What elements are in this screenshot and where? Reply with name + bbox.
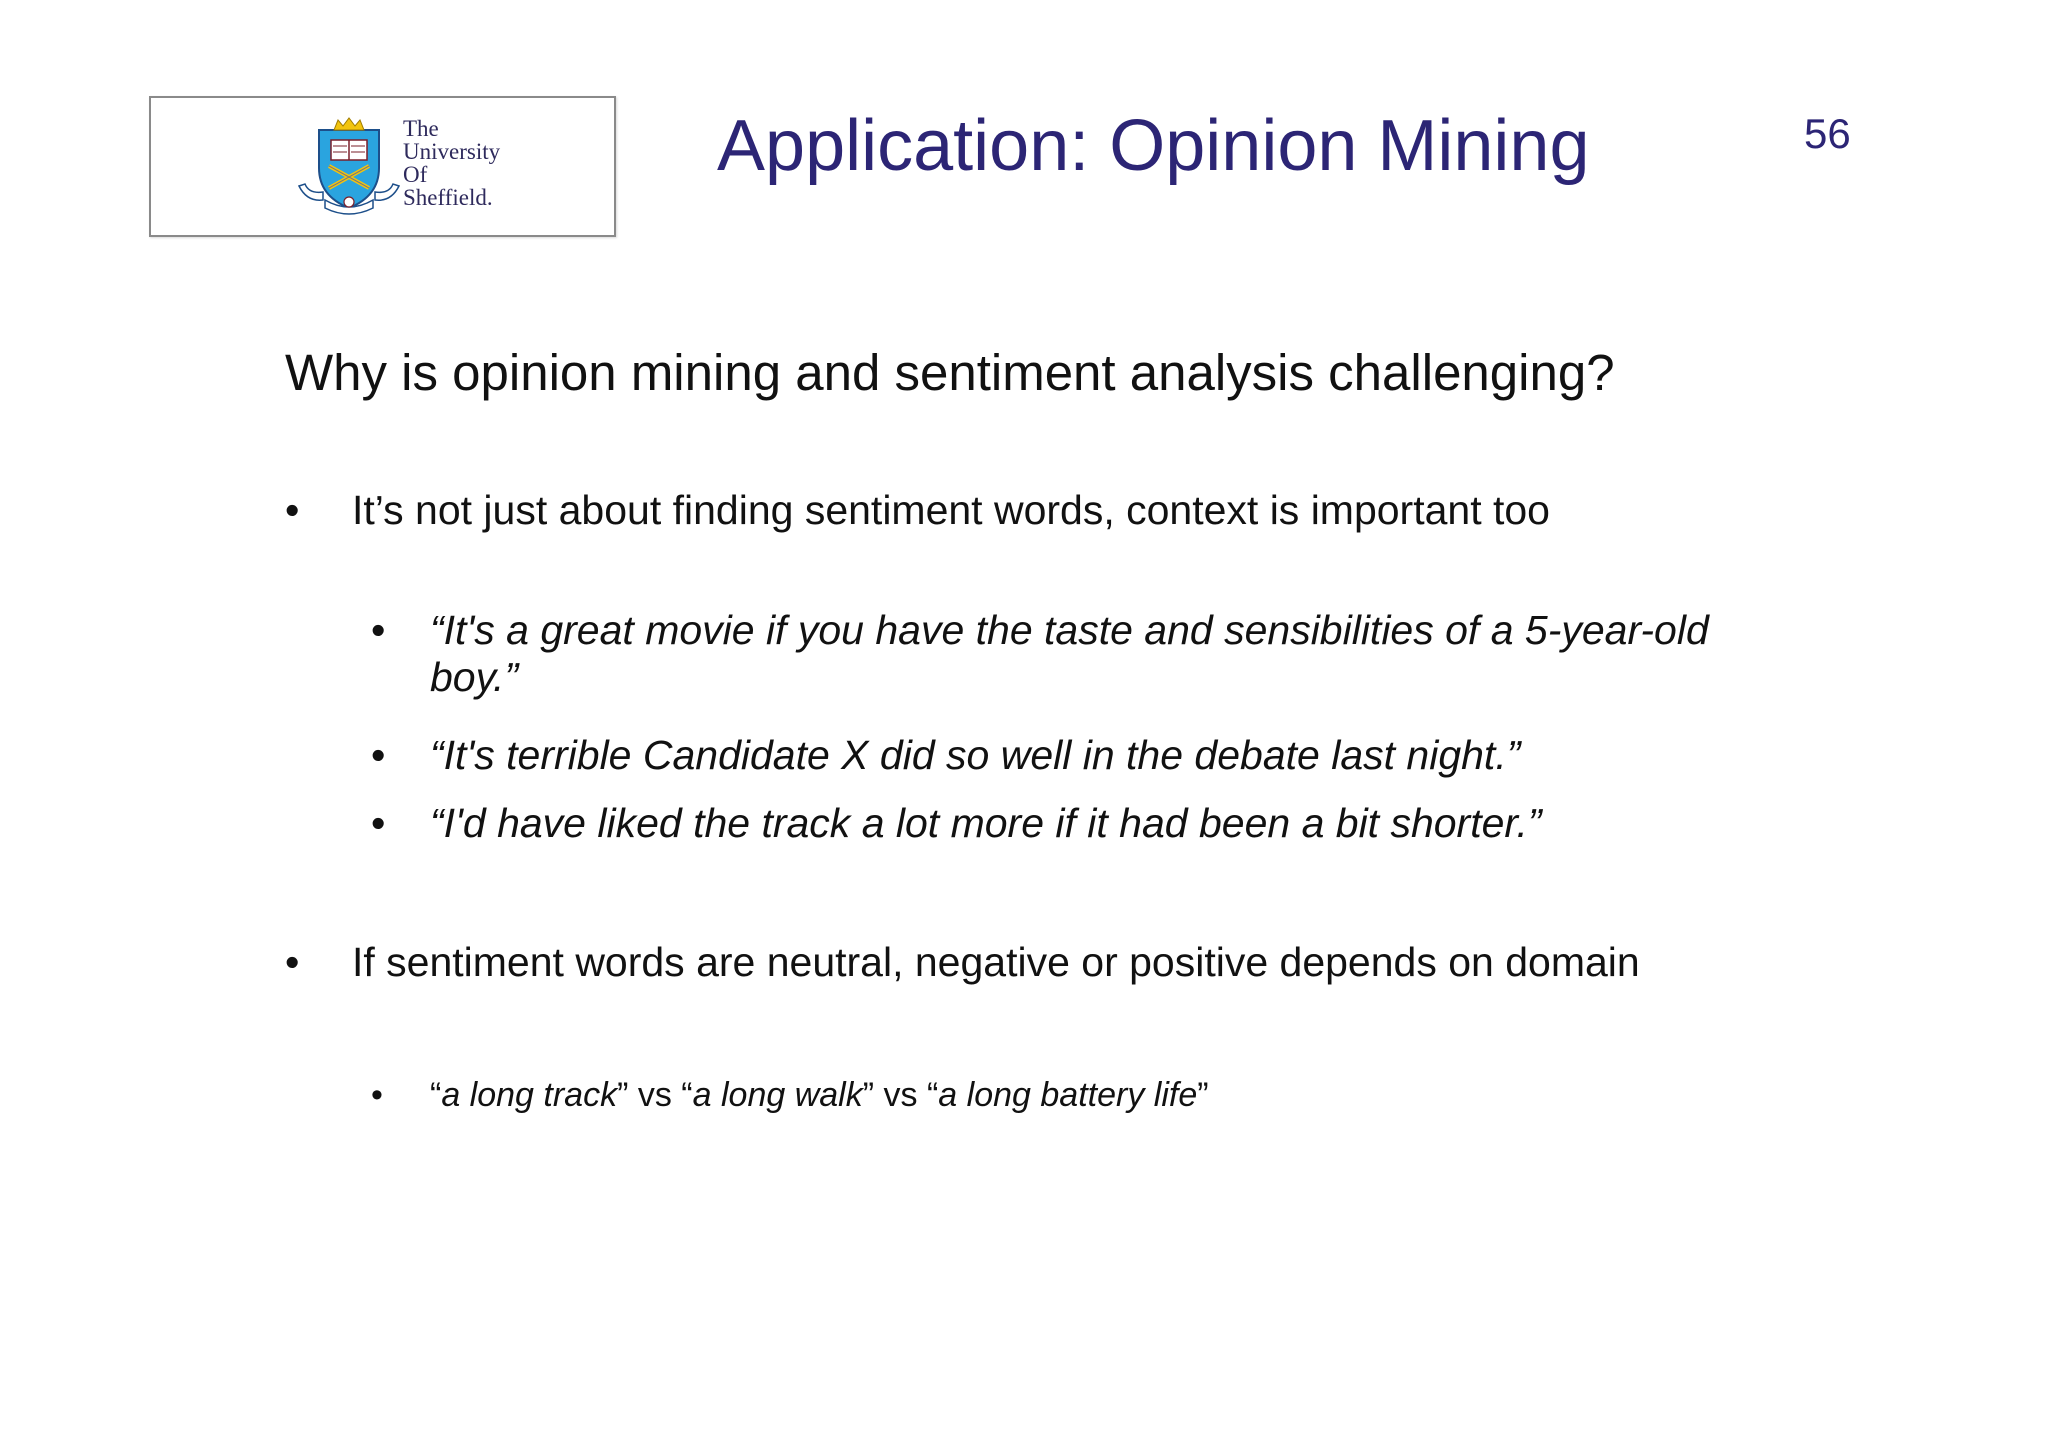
bullet-marker: • — [371, 732, 386, 778]
phrase-long-track: a long track — [441, 1076, 618, 1114]
open-quote: “ — [430, 1076, 442, 1114]
example-text: “It's terrible Candidate X did so well in the debate last night.” — [430, 732, 1521, 778]
bullet-marker: • — [371, 1076, 383, 1114]
bullet-text: If sentiment words are neutral, negative or positive depends on domain — [352, 939, 1640, 985]
page-number: 56 — [1804, 110, 1851, 157]
bullet-domain — [285, 937, 1640, 987]
close-quote: ” — [1197, 1076, 1209, 1114]
example-long-phrases — [371, 1074, 1209, 1116]
bullet-marker: • — [371, 607, 386, 653]
bullet-marker: • — [285, 939, 300, 985]
phrase-long-battery-life: a long battery life — [938, 1076, 1198, 1114]
logo-line-of: Of — [403, 162, 428, 187]
logo-line-university: University — [403, 139, 501, 164]
example-terrible-candidate — [371, 732, 1730, 779]
bullet-marker: • — [371, 800, 386, 846]
example-text: “It's a great movie if you have the taste and sensibilities of a 5-year-old boy.” — [430, 607, 1709, 700]
slide-question: Why is opinion mining and sentiment analysis challenging? — [285, 344, 1615, 401]
bullet-text: It’s not just about finding sentiment words, context is important too — [352, 487, 1550, 533]
university-wordmark — [403, 117, 500, 209]
logo-line-the: The — [403, 116, 439, 141]
example-text: “I'd have liked the track a lot more if it had been a bit shorter.” — [430, 800, 1542, 846]
example-great-movie — [371, 607, 1720, 701]
vs-separator: ” vs “ — [862, 1076, 939, 1114]
example-text — [430, 1074, 1209, 1116]
example-liked-track — [371, 800, 1730, 847]
university-crest-icon — [289, 116, 409, 216]
bullet-marker: • — [285, 487, 300, 533]
phrase-long-walk: a long walk — [692, 1076, 863, 1114]
bullet-context — [285, 485, 1550, 535]
vs-separator: ” vs “ — [617, 1076, 693, 1114]
slide-title: Application: Opinion Mining — [717, 106, 1590, 186]
logo-line-sheffield: Sheffield. — [403, 185, 493, 210]
university-logo — [149, 96, 616, 237]
